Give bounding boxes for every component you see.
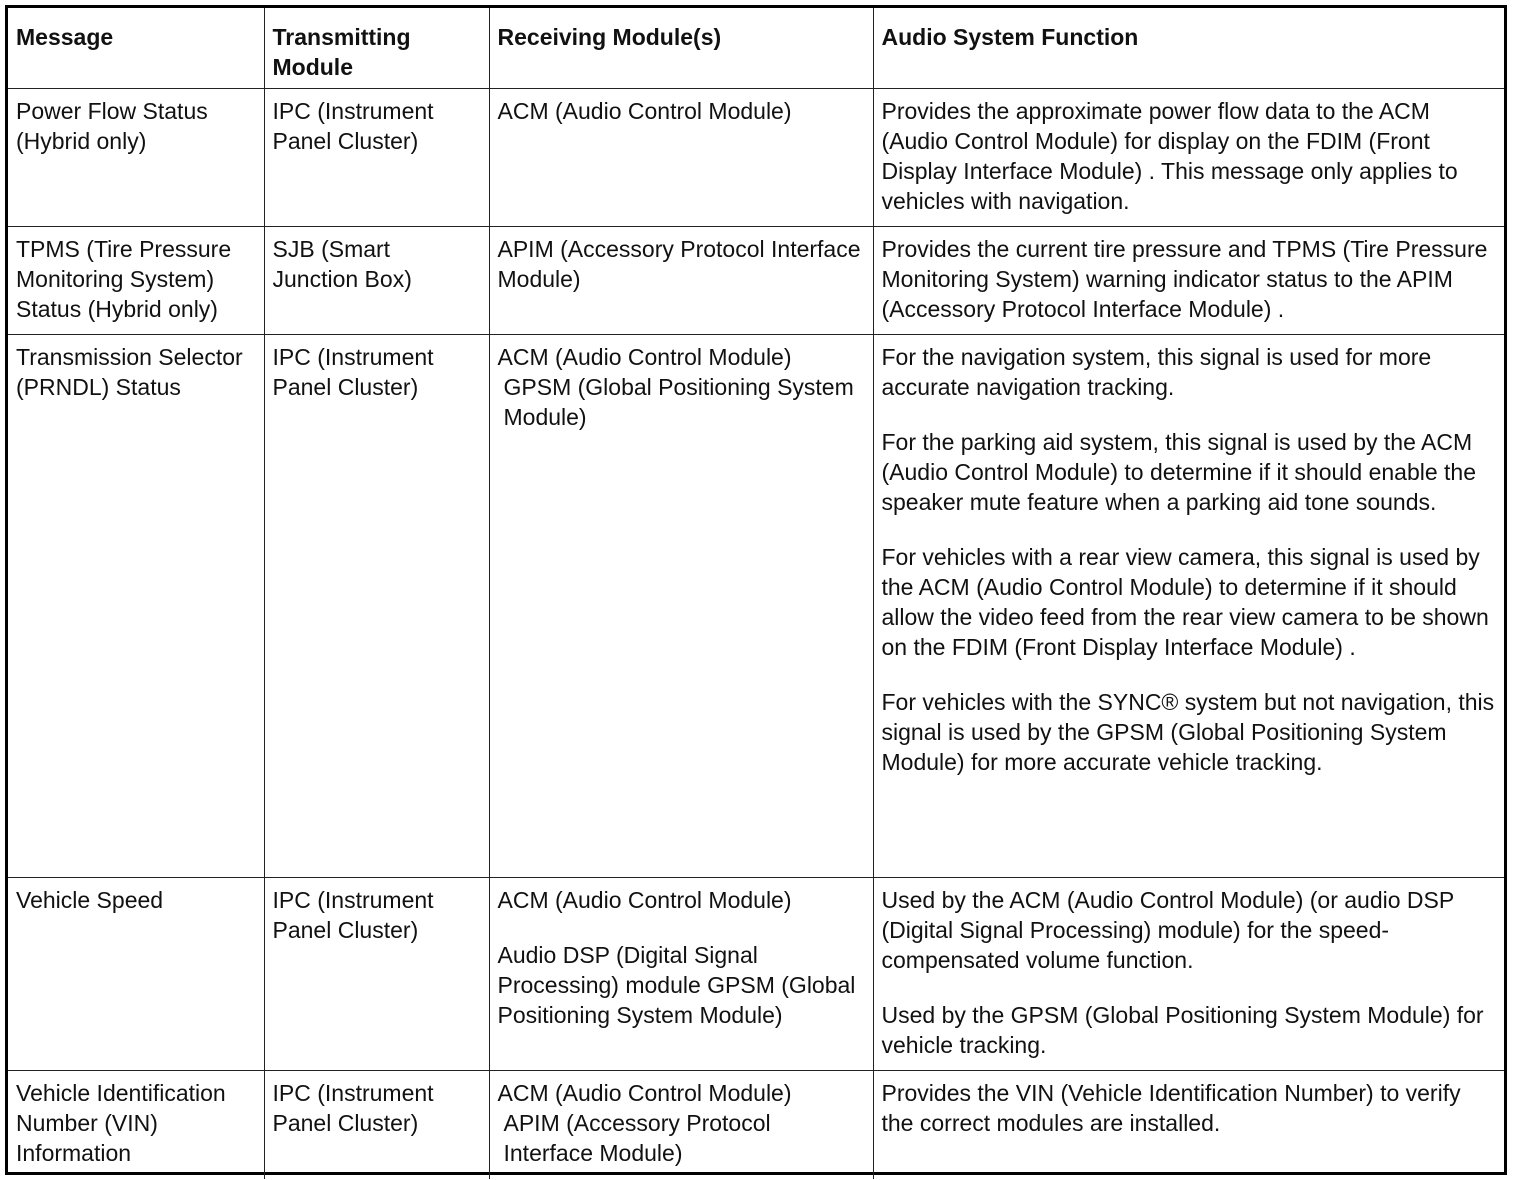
- function-paragraph: For vehicles with a rear view camera, this signal is used by the ACM (Audio Control Module) to determine if it should allow the video feed from the rear view camera to be shown on the FDIM (Front Display Interface Module) .: [881, 544, 1489, 660]
- function-paragraph: Provides the current tire pressure and TPMS (Tire Pressure Monitoring System) warning indicator status to the APIM (Accessory Protocol Interface Module) .: [881, 236, 1488, 322]
- cell-message: TPMS (Tire Pressure Monitoring System) Status (Hybrid only): [8, 227, 264, 335]
- cell-receiving: [489, 878, 873, 1071]
- header-audio-system-function: Audio System Function: [873, 8, 1504, 89]
- cell-message: Power Flow Status (Hybrid only): [8, 89, 264, 227]
- cell-transmitting: IPC (Instrument Panel Cluster): [264, 335, 489, 878]
- cell-transmitting: SJB (Smart Junction Box): [264, 227, 489, 335]
- cell-receiving: [489, 89, 873, 227]
- cell-function: [873, 227, 1504, 335]
- cell-function: [873, 89, 1504, 227]
- header-transmitting-module: Transmitting Module: [264, 8, 489, 89]
- cell-message: Vehicle Identification Number (VIN) Information: [8, 1071, 264, 1179]
- receiving-item: ACM (Audio Control Module): [497, 887, 792, 913]
- table: [8, 8, 1504, 1179]
- table-row: [8, 227, 1504, 335]
- function-paragraph: Provides the approximate power flow data to the ACM (Audio Control Module) for display on the FDIM (Front Display Interface Module) . This message only applies to vehicles with navigation.: [881, 98, 1458, 214]
- receiving-item: ACM (Audio Control Module): [497, 98, 792, 124]
- cell-message: Transmission Selector (PRNDL) Status: [8, 335, 264, 878]
- receiving-item: Audio DSP (Digital Signal Processing) module GPSM (Global Positioning System Module): [497, 942, 856, 1028]
- function-paragraph: For the parking aid system, this signal is used by the ACM (Audio Control Module) to determine if it should enable the speaker mute feature when a parking aid tone sounds.: [881, 429, 1477, 515]
- cell-function: [873, 335, 1504, 878]
- receiving-item: APIM (Accessory Protocol Interface Module): [497, 236, 861, 292]
- receiving-item: APIM (Accessory Protocol Interface Module): [503, 1110, 771, 1166]
- cell-transmitting: IPC (Instrument Panel Cluster): [264, 89, 489, 227]
- cell-message: Vehicle Speed: [8, 878, 264, 1071]
- header-receiving-modules: Receiving Module(s): [489, 8, 873, 89]
- cell-function: [873, 1071, 1504, 1179]
- cell-receiving: [489, 1071, 873, 1179]
- function-paragraph: For vehicles with the SYNC® system but not navigation, this signal is used by the GPSM (Global Positioning System Module) for more accurate vehicle tracking.: [881, 689, 1495, 775]
- cell-transmitting: IPC (Instrument Panel Cluster): [264, 878, 489, 1071]
- receiving-item: GPSM (Global Positioning System Module): [503, 374, 854, 430]
- table-row: [8, 335, 1504, 878]
- table-row: [8, 89, 1504, 227]
- module-communication-table: [5, 5, 1507, 1175]
- cell-receiving: [489, 227, 873, 335]
- receiving-item: ACM (Audio Control Module): [497, 344, 792, 370]
- function-paragraph: Used by the GPSM (Global Positioning System Module) for vehicle tracking.: [881, 1002, 1484, 1058]
- table-row: [8, 1071, 1504, 1179]
- function-paragraph: Used by the ACM (Audio Control Module) (or audio DSP (Digital Signal Processing) module) for the speed-compensated volume function.: [881, 887, 1454, 973]
- function-paragraph: Provides the VIN (Vehicle Identification Number) to verify the correct modules are installed.: [881, 1080, 1461, 1136]
- cell-transmitting: IPC (Instrument Panel Cluster): [264, 1071, 489, 1179]
- header-row: [8, 8, 1504, 89]
- header-message: Message: [8, 8, 264, 89]
- table-row: [8, 878, 1504, 1071]
- cell-function: [873, 878, 1504, 1071]
- function-paragraph: For the navigation system, this signal is used for more accurate navigation tracking.: [881, 344, 1432, 400]
- receiving-item: ACM (Audio Control Module): [497, 1080, 792, 1106]
- cell-receiving: [489, 335, 873, 878]
